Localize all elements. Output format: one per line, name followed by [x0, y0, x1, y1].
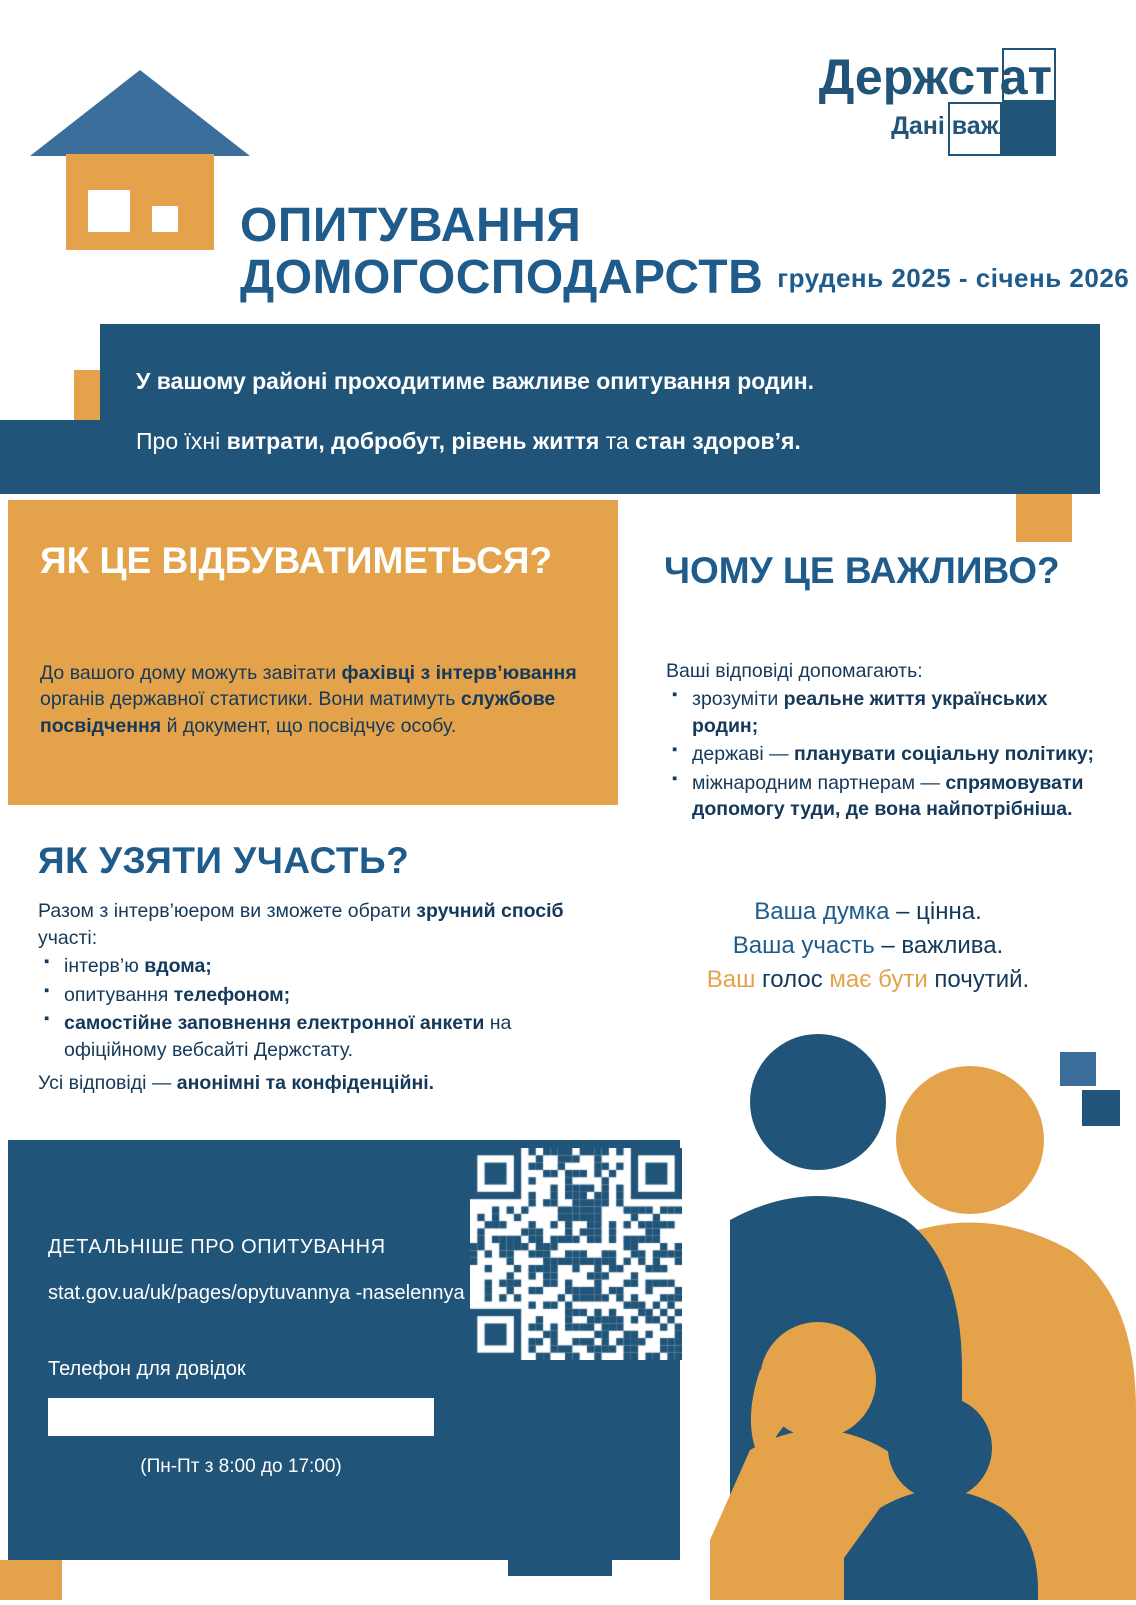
house-window-small	[152, 206, 178, 232]
how-text-3: й документ, що посвідчує особу.	[161, 714, 457, 737]
list-item	[38, 982, 618, 1009]
qr-code-icon[interactable]	[470, 1148, 682, 1360]
slogan-3-b: голос	[755, 966, 830, 994]
slogan-2-a: Ваша участь	[732, 932, 875, 960]
slogan-3-d: почутий.	[927, 966, 1030, 994]
participate-body	[38, 898, 618, 1065]
banner-line-2-mid: та	[599, 428, 636, 454]
brand-tagline: Дані важливі	[891, 112, 1052, 140]
list-item	[38, 1010, 618, 1063]
list-item	[666, 741, 1096, 768]
option-text: інтерв’ю	[64, 955, 145, 978]
banner-line-2	[136, 428, 801, 456]
slogan-line-2	[640, 929, 1096, 963]
banner-accent-square-right	[1016, 486, 1072, 542]
participate-lead-1: Разом з інтерв’юером ви зможете обрати	[38, 900, 417, 922]
list-item	[666, 770, 1096, 823]
banner-tail-left	[0, 420, 100, 494]
slogan-1-b: – цінна.	[889, 898, 982, 925]
banner-line-1: У вашому районі проходитиме важливе опитування родин.	[136, 368, 815, 394]
why-lead: Ваші відповіді допомагають:	[666, 660, 923, 682]
why-list	[666, 686, 1096, 825]
how-section	[8, 500, 618, 805]
why-text: державі —	[692, 743, 794, 766]
slogan-line-1	[640, 895, 1096, 929]
how-text-2: органів державної статистики. Вони матимуть	[40, 688, 461, 711]
slogan-2-b: – важлива.	[874, 932, 1004, 960]
decorative-square-5	[0, 1560, 62, 1600]
why-text-bold: спрямовувати допомогу туди, де вона найпотрібніша.	[692, 771, 1084, 821]
title-line-2	[240, 250, 1130, 304]
house-roof	[30, 70, 250, 156]
why-text: зрозуміти	[692, 688, 784, 710]
phone-label: Телефон для довідок	[48, 1358, 246, 1380]
participate-footer-bold: анонімні та конфіденційні.	[176, 1072, 435, 1094]
info-box-title: ДЕТАЛЬНІШЕ ПРО ОПИТУВАННЯ	[48, 1236, 386, 1258]
list-item	[666, 686, 1096, 739]
announcement-banner	[100, 324, 1100, 494]
option-text-bold: телефоном;	[173, 983, 291, 1006]
survey-url[interactable]: stat.gov.ua/uk/pages/opytuvannya -naselennya	[48, 1282, 465, 1304]
slogan-3-c: має бути	[829, 966, 928, 994]
banner-line-2-prefix: Про їхні	[136, 428, 227, 454]
how-text-bold-1: фахівці з інтерв’ювання	[341, 662, 577, 684]
why-text: міжнародним партнерам —	[692, 771, 946, 794]
slogan-block	[640, 895, 1096, 997]
house-window-large	[88, 190, 130, 232]
participate-options-list	[38, 953, 618, 1063]
decorative-square-2	[1082, 1090, 1120, 1126]
title-line-1: ОПИТУВАННЯ	[240, 199, 582, 252]
phone-input[interactable]	[48, 1398, 434, 1436]
slogan-3-a: Ваш	[706, 966, 756, 994]
participate-lead	[38, 898, 618, 951]
why-text-bold: реальне життя українських родин;	[692, 688, 1048, 737]
participate-footer-1: Усі відповіді —	[38, 1072, 177, 1094]
family-illustration	[690, 1020, 1136, 1600]
why-heading: ЧОМУ ЦЕ ВАЖЛИВО?	[664, 550, 1060, 591]
title-line-2-text: ДОМОГОСПОДАРСТВ	[240, 250, 764, 304]
participate-lead-2: участі:	[38, 926, 98, 949]
option-text: опитування	[64, 983, 174, 1006]
how-text-bold-2: службове посвідчення	[40, 688, 556, 737]
brand-name: Держстат	[818, 49, 1052, 105]
banner-line-2-bold-1: витрати, добробут, рівень життя	[226, 428, 600, 454]
how-section-heading: ЯК ЦЕ ВІДБУВАТИМЕТЬСЯ?	[40, 540, 553, 581]
banner-line-2-bold-2: стан здоров’я.	[635, 428, 801, 454]
slogan-1-a: Ваша думка	[754, 898, 890, 925]
house-icon	[30, 70, 250, 250]
list-item	[38, 953, 618, 980]
participate-lead-bold: зручний спосіб	[416, 900, 564, 922]
title-dates: грудень 2025 - січень 2026	[777, 262, 1130, 293]
how-text-1: До вашого дому можуть завітати	[40, 662, 342, 684]
option-text-bold: самостійне заповнення електронної анкети	[64, 1012, 485, 1035]
working-hours: (Пн-Пт з 8:00 до 17:00)	[140, 1456, 342, 1477]
page-title	[240, 199, 1130, 304]
option-text-bold: вдома;	[144, 955, 212, 978]
slogan-line-3	[640, 963, 1096, 997]
option-text-after: на офіційному вебсайті Держстату.	[64, 1012, 512, 1061]
why-text-bold: планувати соціальну політику;	[794, 743, 1094, 766]
how-section-body	[40, 660, 596, 739]
brand-block	[818, 49, 1052, 140]
decorative-square-1	[1060, 1052, 1096, 1086]
participate-heading: ЯК УЗЯТИ УЧАСТЬ?	[38, 840, 410, 881]
participate-footer	[38, 1072, 618, 1095]
